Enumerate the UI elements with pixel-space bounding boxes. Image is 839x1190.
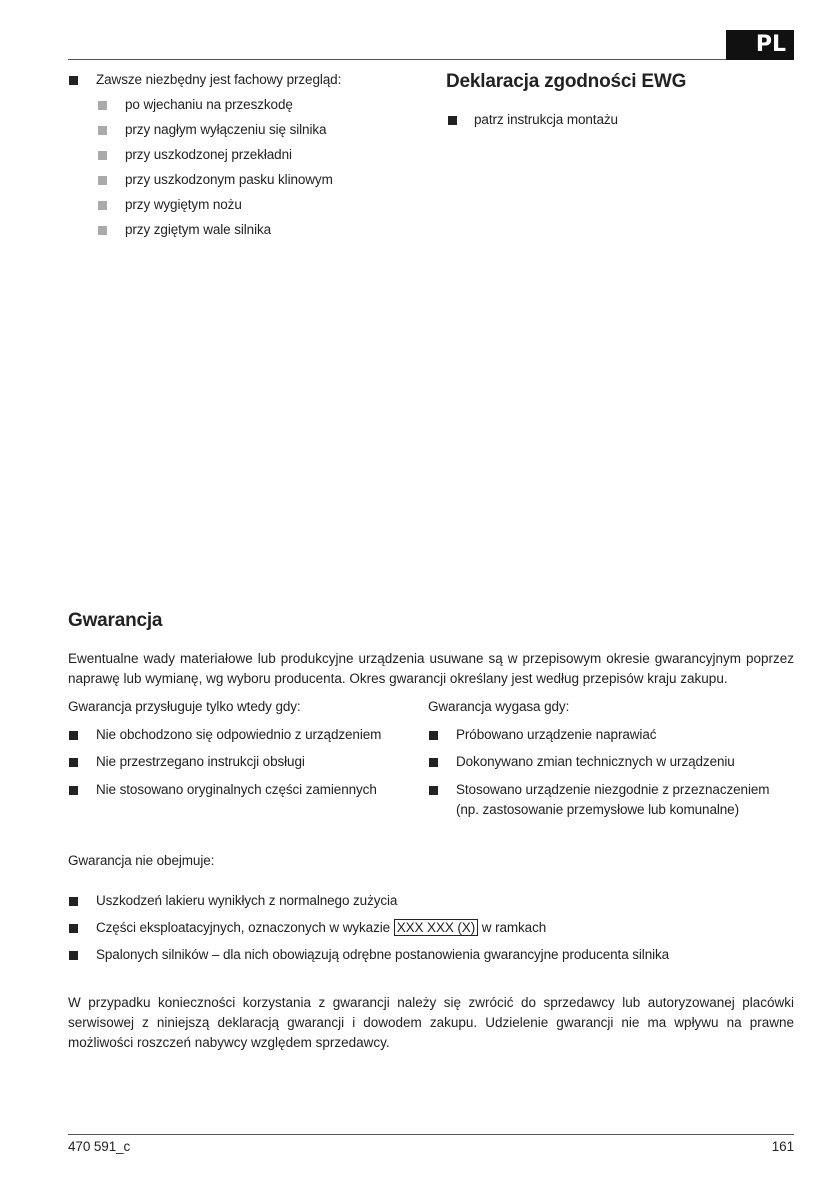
bullet-icon: [69, 786, 78, 795]
bullet-icon: [69, 924, 78, 933]
bullet-icon: [429, 731, 438, 740]
exclude-item-text: Części eksploatacyjnych, oznaczonych w wykazie: [96, 920, 391, 935]
bullet-icon: [448, 116, 457, 125]
bullet-icon: [69, 731, 78, 740]
exclude-item-text: w ramkach: [481, 920, 547, 935]
warranty-valid-heading: Gwarancja przysługuje tylko wtedy gdy:: [68, 699, 301, 714]
warranty-title: Gwarancja: [68, 610, 163, 631]
sub-bullet-icon: [98, 101, 107, 110]
warranty-closing: W przypadku konieczności korzystania z gwarancji należy się zwrócić do sprzedawcy lub autoryzowanej placówki serwisowej z niniejszą deklaracją gwarancji i dowodem zakupu. Udzielenie gwarancji nie ma wpływu na prawne możliwości roszczeń nabywcy względem sprzedawcy.: [68, 995, 794, 1050]
bullet-icon: [69, 758, 78, 767]
declaration-title: Deklaracja zgodności EWG: [446, 71, 687, 92]
part-number-box: XXX XXX (X): [394, 919, 478, 936]
warranty-valid-item: Nie przestrzegano instrukcji obsługi: [96, 754, 305, 769]
inspection-item: przy nagłym wyłączeniu się silnika: [125, 122, 327, 137]
warranty-expires-item: Dokonywano zmian technicznych w urządzeniu: [456, 754, 735, 769]
warranty-expires-item: Stosowano urządzenie niezgodnie z przeznaczeniem: [456, 782, 770, 797]
footer-page-number: 161: [771, 1139, 794, 1154]
inspection-item: przy wygiętym nożu: [125, 197, 242, 212]
warranty-intro: Ewentualne wady materiałowe lub produkcyjne urządzenia usuwane są w przepisowym okresie gwarancyjnym poprzez naprawę lub wymianę, wg wyboru producenta. Okres gwarancji określany jest według przepisów kraju zakupu.: [68, 651, 794, 686]
header-rule: [68, 59, 726, 60]
inspection-item: po wjechaniu na przeszkodę: [125, 97, 293, 112]
warranty-valid-item: Nie obchodzono się odpowiednio z urządzeniem: [96, 727, 382, 742]
warranty-exclude-item: [96, 920, 546, 936]
warranty-valid-item: Nie stosowano oryginalnych części zamiennych: [96, 782, 377, 797]
inspection-item: przy uszkodzonej przekładni: [125, 147, 292, 162]
inspection-intro: Zawsze niezbędny jest fachowy przegląd:: [96, 72, 342, 87]
sub-bullet-icon: [98, 151, 107, 160]
sub-bullet-icon: [98, 176, 107, 185]
bullet-icon: [69, 951, 78, 960]
declaration-item: patrz instrukcja montażu: [474, 112, 618, 127]
warranty-expires-heading: Gwarancja wygasa gdy:: [428, 699, 570, 714]
inspection-item: przy uszkodzonym pasku klinowym: [125, 172, 333, 187]
sub-bullet-icon: [98, 201, 107, 210]
warranty-expires-item: Próbowano urządzenie naprawiać: [456, 727, 657, 742]
bullet-icon: [69, 76, 78, 85]
sub-bullet-icon: [98, 226, 107, 235]
warranty-excludes-heading: Gwarancja nie obejmuje:: [68, 853, 215, 868]
footer-rule: [68, 1134, 794, 1135]
warranty-exclude-item: Uszkodzeń lakieru wynikłych z normalnego zużycia: [96, 893, 398, 908]
bullet-icon: [429, 786, 438, 795]
warranty-exclude-item: Spalonych silników – dla nich obowiązują odrębne postanowienia gwarancyjne producenta silnika: [96, 947, 670, 962]
warranty-expires-item-note: (np. zastosowanie przemysłowe lub komunalne): [456, 802, 739, 817]
sub-bullet-icon: [98, 126, 107, 135]
bullet-icon: [69, 897, 78, 906]
bullet-icon: [429, 758, 438, 767]
inspection-item: przy zgiętym wale silnika: [125, 222, 272, 237]
language-badge: PL: [726, 30, 794, 60]
footer-doc-id: 470 591_c: [68, 1139, 131, 1154]
